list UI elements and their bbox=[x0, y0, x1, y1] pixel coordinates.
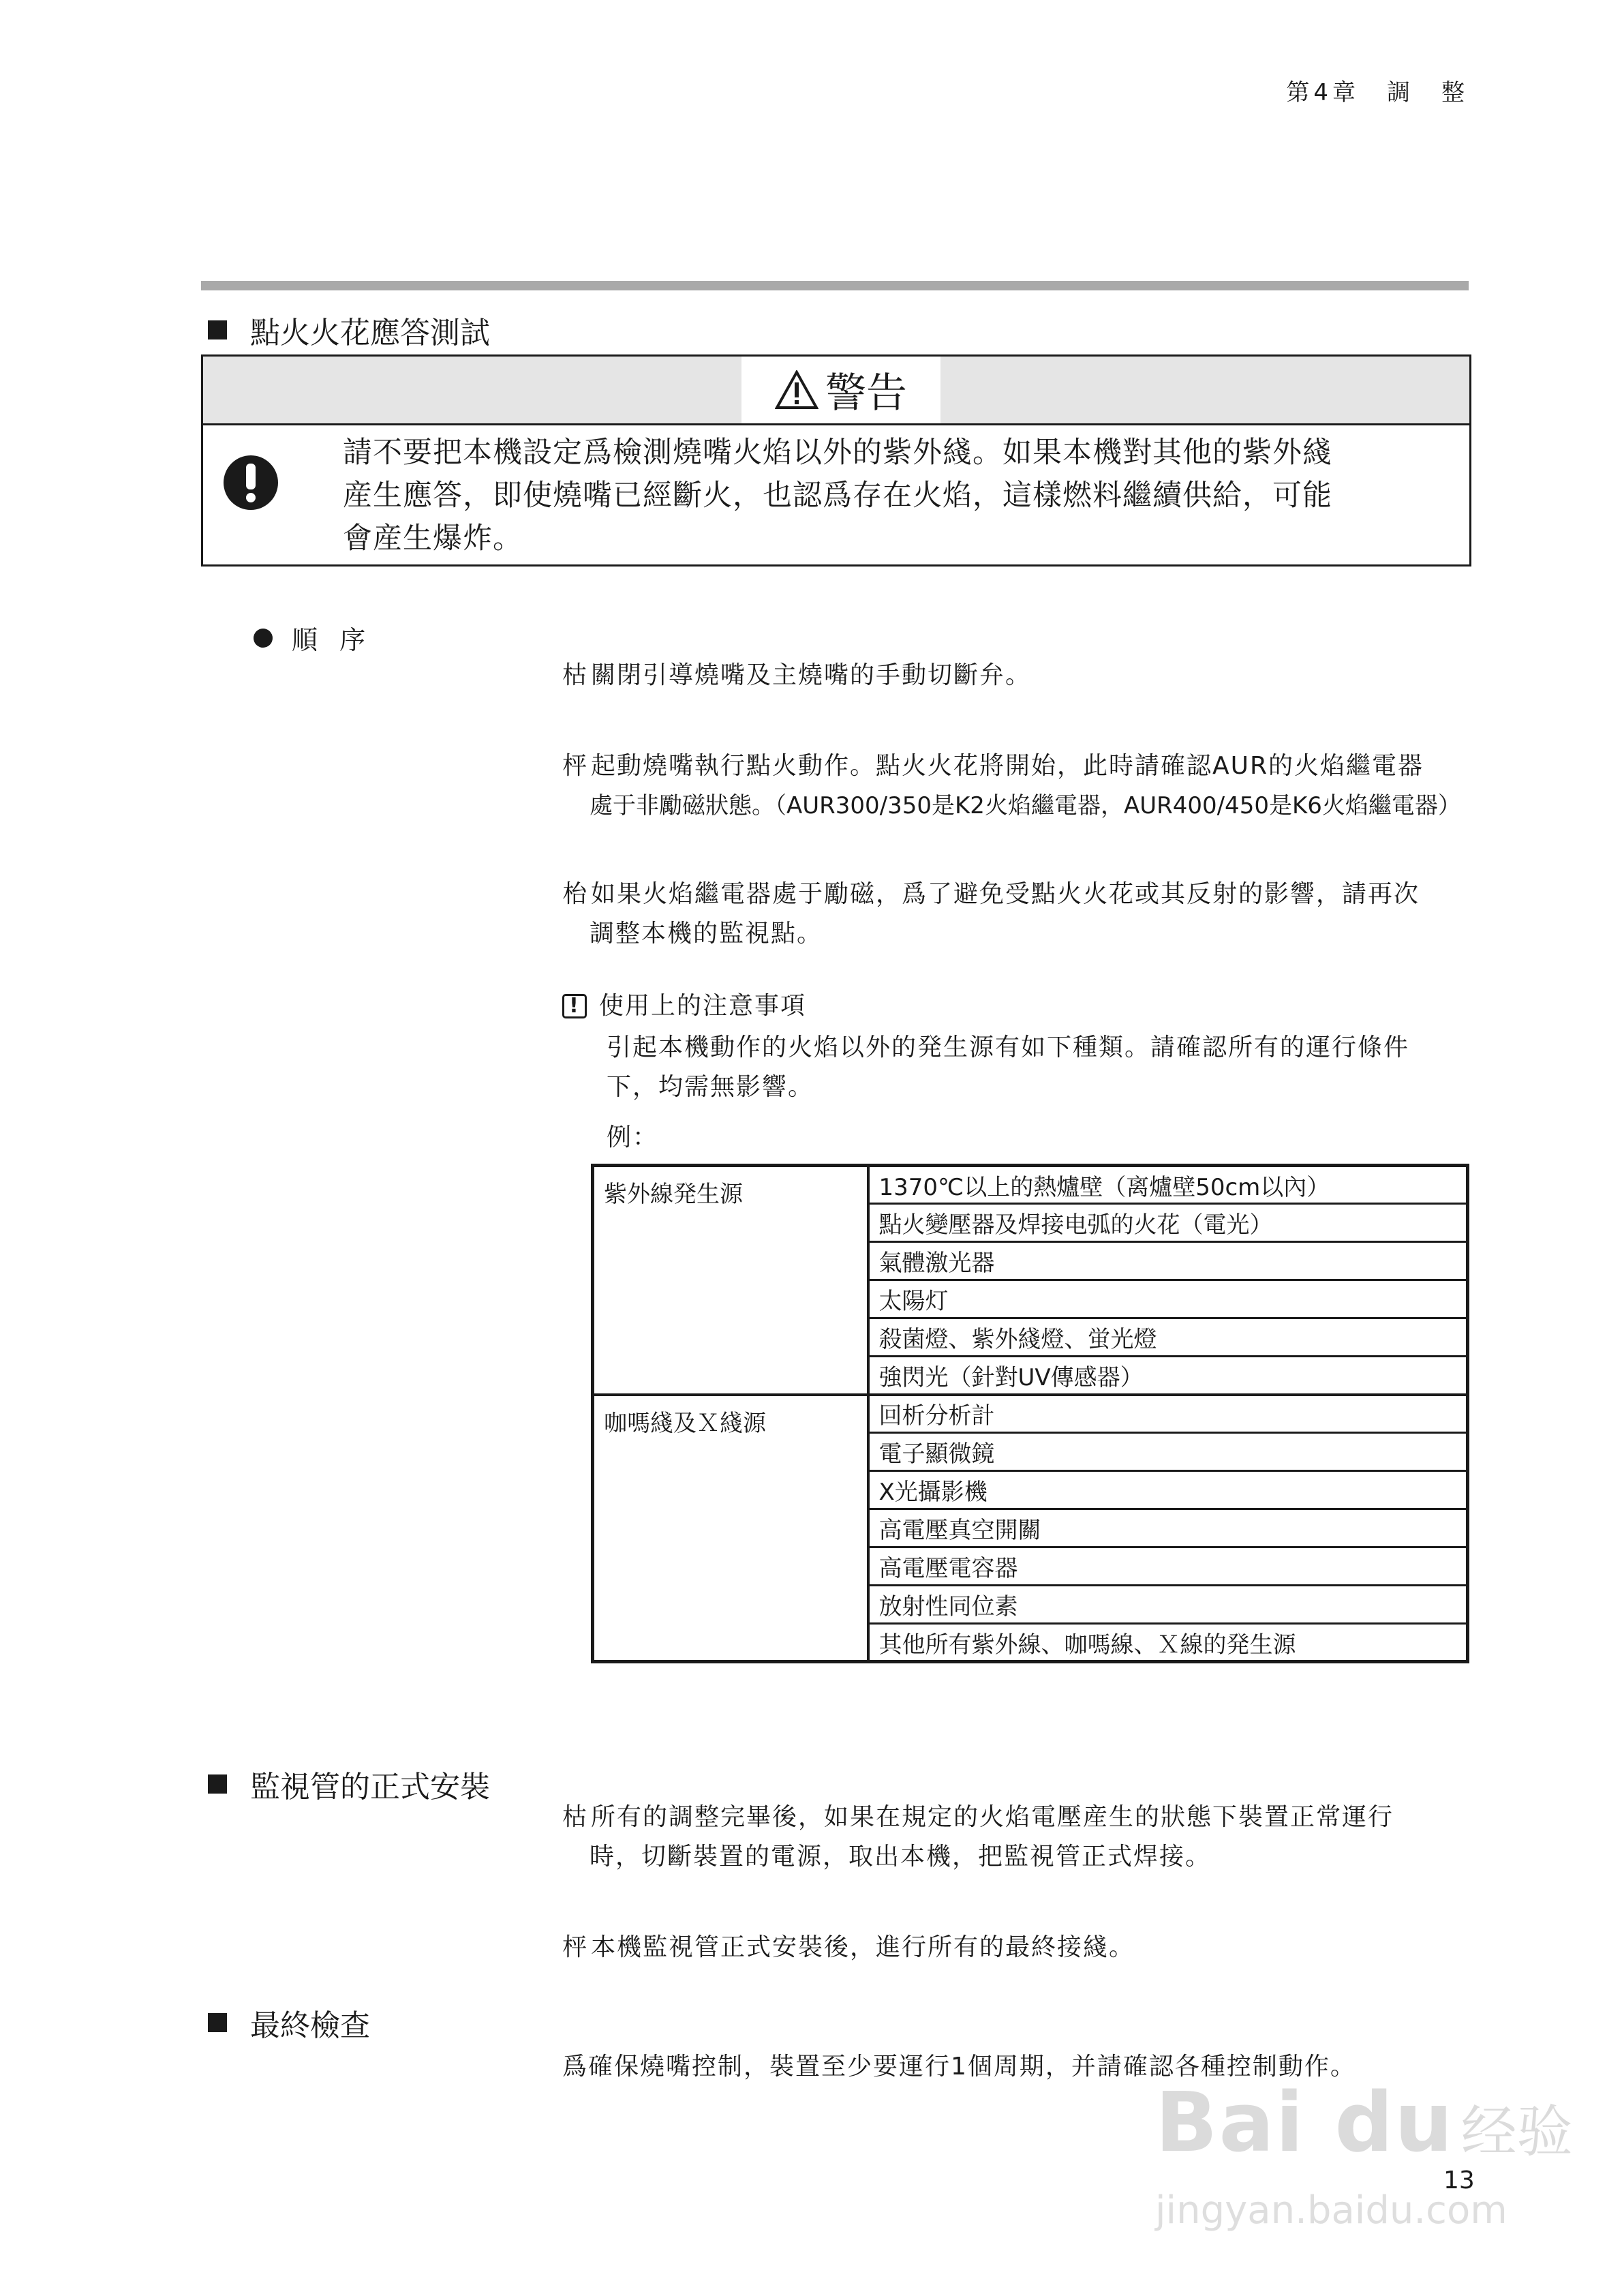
step-text: 處于非勵磁狀態。（AUR300/350是K2火焰繼電器，AUR400/450是K6火焰繼電器） bbox=[590, 792, 1461, 819]
step-text: 起動燒嘴執行點火動作。點火火花將開始，此時請確認AUR的火焰繼電器 bbox=[591, 752, 1424, 780]
square-bullet-icon bbox=[208, 1774, 227, 1794]
item-cell: 氣體激光器 bbox=[868, 1242, 1468, 1280]
watermark-label: 经验 bbox=[1460, 2100, 1573, 2164]
category-cell: 紫外線発生源 bbox=[593, 1166, 868, 1395]
note-exclamation-icon: ! bbox=[562, 994, 587, 1018]
step-number: 枯 bbox=[562, 1803, 589, 1831]
chapter-header: 第4章 調 整 bbox=[1286, 79, 1469, 106]
watermark-logo: Bai du bbox=[1155, 2076, 1454, 2171]
watermark-url: jingyan.baidu.com bbox=[1155, 2188, 1508, 2233]
section-heading-installation bbox=[208, 1762, 490, 1806]
usage-note-heading bbox=[562, 986, 806, 1026]
item-cell: 回析分析計 bbox=[868, 1395, 1468, 1433]
section-divider bbox=[201, 281, 1469, 290]
step-text: 調整本機的監視點。 bbox=[590, 920, 823, 948]
section-title: 最終檢查 bbox=[250, 2008, 370, 2043]
table-row bbox=[593, 1166, 1468, 1204]
section-heading-ignition bbox=[208, 308, 490, 352]
usage-note-body bbox=[607, 1028, 1479, 1107]
item-cell: 點火變壓器及焊接电弧的火花（電光） bbox=[868, 1204, 1468, 1242]
exclamation-circle-icon bbox=[222, 454, 279, 511]
procedure-step-3 bbox=[562, 875, 1475, 954]
item-cell: 放射性同位素 bbox=[868, 1586, 1468, 1624]
item-cell: 太陽灯 bbox=[868, 1280, 1468, 1318]
item-cell: 電子顯微鏡 bbox=[868, 1433, 1468, 1471]
section-title: 監視管的正式安裝 bbox=[250, 1770, 490, 1804]
item-cell: X光攝影機 bbox=[868, 1471, 1468, 1509]
procedure-label-text: 順 序 bbox=[292, 625, 373, 655]
step-number: 枱 bbox=[562, 880, 589, 908]
installation-step-2 bbox=[562, 1928, 1475, 1967]
step-text: 關閉引導燒嘴及主燒嘴的手動切斷弁。 bbox=[591, 661, 1032, 689]
uv-source-table bbox=[591, 1164, 1469, 1663]
step-text: 如果火焰繼電器處于勵磁，爲了避免受點火火花或其反射的影響，請再次 bbox=[591, 880, 1420, 908]
warning-text bbox=[343, 432, 1447, 560]
table-row bbox=[593, 1395, 1468, 1433]
round-bullet-icon bbox=[254, 629, 273, 648]
step-text: 所有的調整完畢後，如果在規定的火焰電壓産生的狀態下裝置正常運行 bbox=[591, 1803, 1394, 1831]
warning-triangle-icon bbox=[775, 370, 818, 410]
step-number: 枰 bbox=[562, 1933, 589, 1961]
note-title: 使用上的注意事項 bbox=[599, 992, 807, 1020]
square-bullet-icon bbox=[208, 2013, 227, 2032]
warning-box bbox=[201, 354, 1471, 567]
note-line: 下，均需無影響。 bbox=[607, 1073, 814, 1101]
step-text: 時，切斷裝置的電源，取出本機，把監視管正式焊接。 bbox=[590, 1843, 1212, 1871]
item-cell: 高電壓電容器 bbox=[868, 1547, 1468, 1586]
section-heading-final-check bbox=[208, 2001, 370, 2044]
category-cell: 咖嗎綫及Ｘ綫源 bbox=[593, 1395, 868, 1662]
warning-header bbox=[203, 357, 1469, 425]
section-title: 點火火花應答測試 bbox=[250, 316, 490, 350]
step-number: 枰 bbox=[562, 752, 589, 780]
procedure-step-1 bbox=[562, 656, 1475, 695]
item-cell: 其他所有紫外線、咖嗎線、Ｘ線的発生源 bbox=[878, 1631, 1296, 1659]
warning-line: 會産生爆炸。 bbox=[343, 522, 523, 556]
item-cell: 殺菌燈、紫外綫燈、蛍光燈 bbox=[868, 1318, 1468, 1357]
item-cell: 強閃光（針對UV傳感器） bbox=[868, 1357, 1468, 1395]
final-check-text: 爲確保燒嘴控制，裝置至少要運行1個周期，并請確認各種控制動作。 bbox=[562, 2053, 1356, 2081]
step-text: 本機監視管正式安裝後，進行所有的最終接綫。 bbox=[591, 1933, 1135, 1961]
installation-step-1 bbox=[562, 1798, 1475, 1877]
warning-title bbox=[741, 357, 940, 423]
warning-line: 請不要把本機設定爲檢測燒嘴火焰以外的紫外綫。如果本機對其他的紫外綫 bbox=[343, 436, 1332, 470]
warning-line: 産生應答，即使燒嘴已經斷火，也認爲存在火焰，這樣燃料繼續供給，可能 bbox=[343, 479, 1332, 513]
page-number: 13 bbox=[1443, 2166, 1475, 2194]
example-label: 例： bbox=[607, 1123, 659, 1151]
procedure-step-2 bbox=[562, 746, 1475, 826]
warning-title-text: 警告 bbox=[825, 369, 907, 417]
step-number: 枯 bbox=[562, 661, 589, 689]
note-line: 引起本機動作的火焰以外的発生源有如下種類。請確認所有的運行條件 bbox=[607, 1033, 1410, 1061]
item-cell: 高電壓真空開關 bbox=[868, 1509, 1468, 1547]
square-bullet-icon bbox=[208, 320, 227, 339]
item-cell: 1370℃以上的熱爐壁（离爐壁50cm以內） bbox=[868, 1166, 1468, 1204]
procedure-label bbox=[254, 619, 372, 656]
